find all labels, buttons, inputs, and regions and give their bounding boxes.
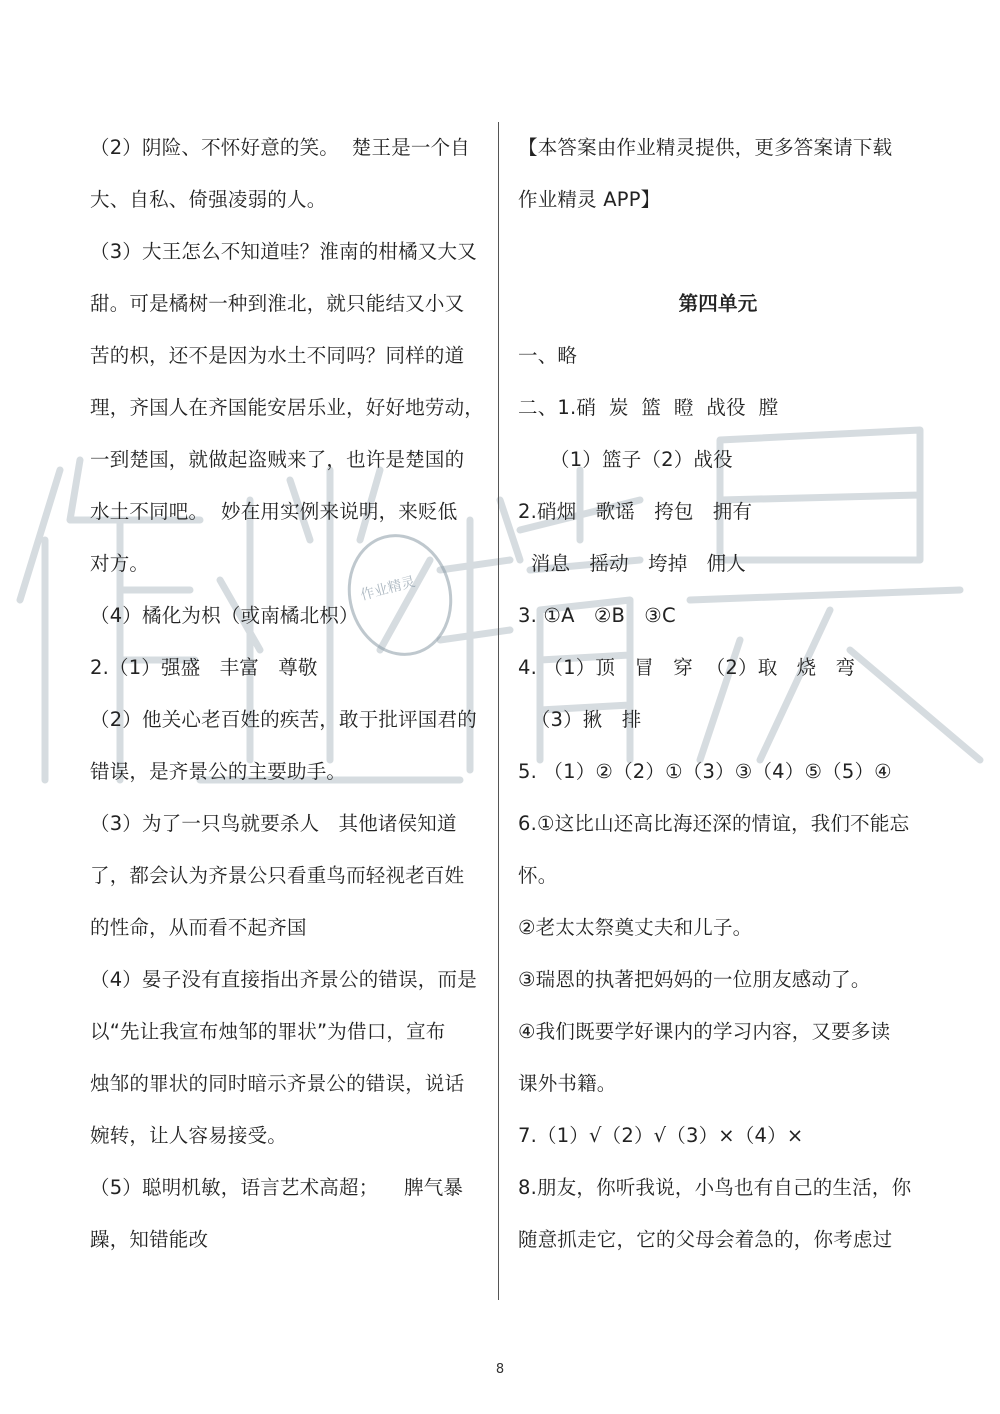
right-line: ④我们既要学好课内的学习内容，又要多读 — [518, 1020, 891, 1043]
left-line: 大、自私、倚强凌弱的人。 — [90, 188, 327, 211]
notice-line: 作业精灵 APP】 — [518, 188, 661, 211]
left-line: 甜。可是橘树一种到淮北，就只能结又小又 — [90, 292, 465, 315]
left-line: 了，都会认为齐景公只看重鸟而轻视老百姓 — [90, 864, 465, 887]
right-line: 随意抓走它，它的父母会着急的，你考虑过 — [518, 1228, 893, 1251]
right-line: （1）篮子（2）战役 — [518, 448, 733, 471]
left-line: 错误，是齐景公的主要助手。 — [90, 760, 347, 783]
right-line: 二、1.硝 炭 篮 瞪 战役 膛 — [518, 396, 779, 419]
left-line: 婉转，让人容易接受。 — [90, 1124, 288, 1147]
left-line: 2.（1）强盛 丰富 尊敬 — [90, 656, 318, 679]
right-line: 5. （1）②（2）①（3）③（4）⑤（5）④ — [518, 760, 892, 783]
left-line: （2）阴险、不怀好意的笑。 楚王是一个自 — [90, 136, 471, 159]
unit-heading: 第四单元 — [678, 292, 758, 315]
right-line: 6.①这比山还高比海还深的情谊，我们不能忘 — [518, 812, 910, 835]
right-line: 消息 摇动 垮掉 佣人 — [518, 552, 746, 575]
left-line: （3）为了一只鸟就要杀人 其他诸侯知道 — [90, 812, 457, 835]
right-line: 7.（1）√（2）√（3）×（4）× — [518, 1124, 804, 1147]
right-line: 怀。 — [518, 864, 558, 887]
blank-line — [518, 226, 918, 278]
left-line: 烛邹的罪状的同时暗示齐景公的错误，说话 — [90, 1072, 465, 1095]
left-line: （5）聪明机敏，语言艺术高超； 脾气暴 — [90, 1176, 464, 1199]
page-number: 8 — [495, 1362, 505, 1377]
left-line: 水土不同吧。 妙在用实例来说明，来贬低 — [90, 500, 458, 523]
left-line: 一到楚国，就做起盗贼来了，也许是楚国的 — [90, 448, 465, 471]
column-divider — [498, 122, 499, 1300]
right-line: 一、略 — [518, 344, 578, 367]
right-line: 3. ①A ②B ③C — [518, 604, 676, 627]
right-line: 2.硝烟 歌谣 挎包 拥有 — [518, 500, 753, 523]
right-column — [518, 122, 918, 1266]
right-line: 课外书籍。 — [518, 1072, 617, 1095]
left-line: （2）他关心老百姓的疾苦，敢于批评国君的 — [90, 708, 477, 731]
left-line: 理，齐国人在齐国能安居乐业，好好地劳动， — [90, 396, 485, 419]
left-line: 对方。 — [90, 552, 150, 575]
left-line: （4）晏子没有直接指出齐景公的错误，而是 — [90, 968, 477, 991]
left-line: 的性命，从而看不起齐国 — [90, 916, 307, 939]
left-line: 以“先让我宣布烛邹的罪状”为借口，宣布 — [90, 1020, 446, 1043]
right-line: 4. （1）顶 冒 穿 （2）取 烧 弯 — [518, 656, 856, 679]
right-line: ②老太太祭奠丈夫和儿子。 — [518, 916, 753, 939]
svg-text:作业精灵: 作业精灵 — [358, 573, 418, 604]
left-line: （3）大王怎么不知道哇？淮南的柑橘又大又 — [90, 240, 477, 263]
right-line: ③瑞恩的执著把妈妈的一位朋友感动了。 — [518, 968, 871, 991]
left-column — [90, 122, 490, 1266]
left-line: 躁，知错能改 — [90, 1228, 209, 1251]
left-line: 苦的枳，还不是因为水土不同吗？同样的道 — [90, 344, 465, 367]
notice-line: 【本答案由作业精灵提供，更多答案请下载 — [518, 136, 893, 159]
left-line: （4）橘化为枳（或南橘北枳） — [90, 604, 359, 627]
right-line: （3）揪 排 — [518, 708, 642, 731]
right-line: 8.朋友，你听我说，小鸟也有自己的生活，你 — [518, 1176, 912, 1199]
